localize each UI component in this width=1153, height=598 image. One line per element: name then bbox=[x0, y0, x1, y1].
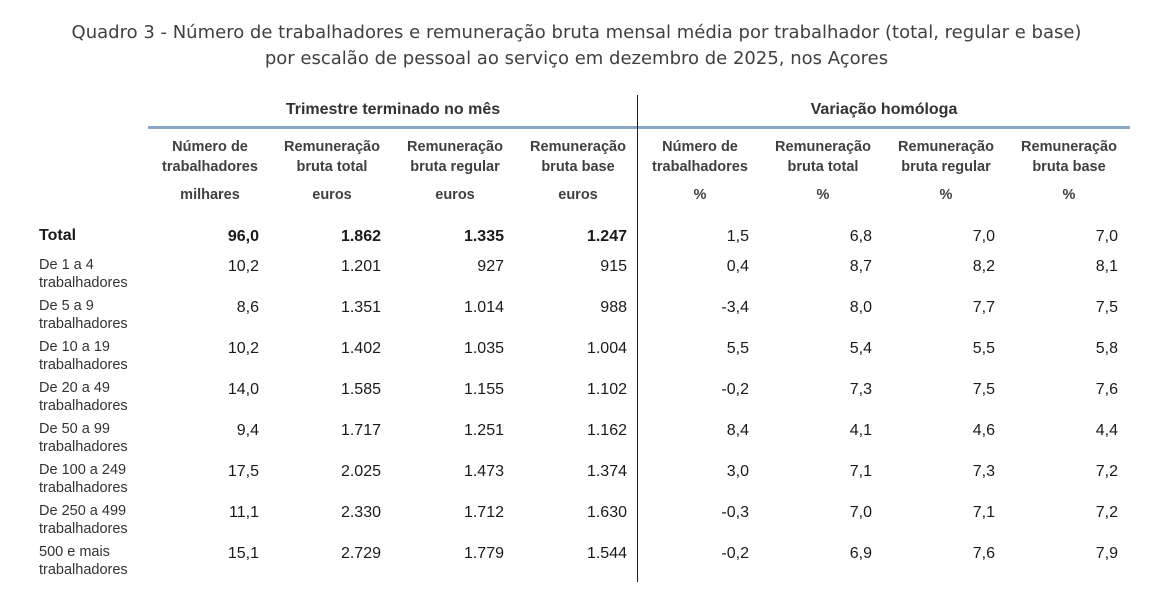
table-cell: 8,2 bbox=[972, 258, 995, 275]
row-label-line-2: trabalhadores bbox=[39, 275, 128, 291]
row-label-line-1: De 1 a 4 bbox=[39, 257, 94, 273]
table-cell: -0,3 bbox=[721, 504, 749, 521]
table-cell: 9,4 bbox=[236, 422, 259, 439]
column-header-line-2: bruta total bbox=[787, 159, 859, 175]
row-label-line-1: Total bbox=[39, 227, 77, 244]
table-cell: 7,1 bbox=[972, 504, 995, 521]
table-cell: 7,7 bbox=[972, 299, 995, 316]
table-cell: 1,5 bbox=[726, 228, 749, 245]
table-cell: 915 bbox=[600, 258, 627, 275]
column-unit: euros bbox=[558, 187, 598, 203]
row-label bbox=[39, 543, 128, 579]
table-cell: 1.717 bbox=[340, 422, 381, 439]
row-label-line-1: De 10 a 19 bbox=[39, 339, 110, 355]
row-label bbox=[39, 297, 128, 333]
table-cell: 6,9 bbox=[849, 545, 872, 562]
row-label-line-2: trabalhadores bbox=[39, 316, 128, 332]
row-label bbox=[39, 379, 128, 415]
row-label bbox=[39, 502, 128, 538]
column-header-line-1: Remuneração bbox=[775, 139, 871, 155]
group-header-trimestre: Trimestre terminado no mês bbox=[285, 101, 501, 118]
table-cell: 4,1 bbox=[849, 422, 872, 439]
table-cell: 11,1 bbox=[229, 504, 259, 521]
column-header-line-2: trabalhadores bbox=[162, 159, 258, 175]
row-label bbox=[39, 461, 128, 497]
column-unit: euros bbox=[435, 187, 475, 203]
table-cell: 1.544 bbox=[586, 545, 627, 562]
table-cell: 96,0 bbox=[227, 228, 259, 245]
table-cell: 4,6 bbox=[972, 422, 995, 439]
column-header-3 bbox=[398, 137, 512, 205]
row-label bbox=[39, 338, 128, 374]
row-label-line-1: De 250 a 499 bbox=[39, 503, 127, 519]
table-cell: -0,2 bbox=[721, 545, 749, 562]
table-cell: -3,4 bbox=[721, 299, 749, 316]
table-cell: 7,9 bbox=[1095, 545, 1118, 562]
table-cell: 8,0 bbox=[849, 299, 872, 316]
table-cell: 7,0 bbox=[972, 228, 995, 245]
column-unit: euros bbox=[312, 187, 352, 203]
table-cell: 14,0 bbox=[227, 381, 259, 398]
row-label bbox=[39, 256, 128, 292]
column-header-line-1: Número de bbox=[172, 139, 248, 155]
table-cell: 1.247 bbox=[586, 228, 627, 245]
table-cell: 5,5 bbox=[726, 340, 749, 357]
table-cell: 7,6 bbox=[1095, 381, 1118, 398]
row-label-line-2: trabalhadores bbox=[39, 398, 128, 414]
table-cell: 8,6 bbox=[236, 299, 259, 316]
column-header-line-2: bruta regular bbox=[901, 159, 991, 175]
column-header-line-1: Número de bbox=[662, 139, 738, 155]
row-label-line-2: trabalhadores bbox=[39, 357, 128, 373]
table-cell: 4,4 bbox=[1095, 422, 1118, 439]
table-cell: 7,6 bbox=[972, 545, 995, 562]
table-cell: 927 bbox=[477, 258, 504, 275]
column-header-7 bbox=[889, 137, 1003, 205]
table-cell: 1.374 bbox=[586, 463, 627, 480]
table-cell: -0,2 bbox=[721, 381, 749, 398]
table-cell: 6,8 bbox=[849, 228, 872, 245]
group-divider bbox=[637, 95, 638, 582]
column-header-line-1: Remuneração bbox=[407, 139, 503, 155]
table-cell: 15,1 bbox=[227, 545, 259, 562]
row-label-line-2: trabalhadores bbox=[39, 562, 128, 578]
row-label-line-1: De 100 a 249 bbox=[39, 462, 127, 478]
table-cell: 1.014 bbox=[463, 299, 504, 316]
title-line-2: por escalão de pessoal ao serviço em dezembro de 2025, nos Açores bbox=[264, 48, 889, 69]
table-cell: 17,5 bbox=[227, 463, 259, 480]
table-cell: 1.335 bbox=[463, 228, 504, 245]
table-cell: 7,2 bbox=[1095, 504, 1118, 521]
table-title bbox=[0, 20, 1153, 72]
row-label-line-1: De 5 a 9 bbox=[39, 298, 94, 314]
column-unit: % bbox=[939, 187, 953, 203]
table-cell: 7,0 bbox=[849, 504, 872, 521]
table-cell: 1.102 bbox=[586, 381, 627, 398]
row-label-line-2: trabalhadores bbox=[39, 439, 128, 455]
column-unit: milhares bbox=[180, 187, 240, 203]
table-cell: 7,1 bbox=[849, 463, 872, 480]
row-label-line-1: 500 e mais bbox=[39, 544, 110, 560]
table-cell: 1.351 bbox=[340, 299, 381, 316]
column-header-line-1: Remuneração bbox=[530, 139, 626, 155]
title-line-1: Quadro 3 - Número de trabalhadores e remuneração bruta mensal média por trabalhador (total, regular e base) bbox=[71, 22, 1082, 43]
column-header-line-1: Remuneração bbox=[284, 139, 380, 155]
row-label-total bbox=[39, 227, 76, 245]
table-cell: 8,7 bbox=[849, 258, 872, 275]
table-cell: 7,2 bbox=[1095, 463, 1118, 480]
table-cell: 7,0 bbox=[1095, 228, 1118, 245]
column-header-1 bbox=[153, 137, 267, 205]
column-header-5 bbox=[643, 137, 757, 205]
row-label-line-2: trabalhadores bbox=[39, 521, 128, 537]
table-cell: 1.035 bbox=[463, 340, 504, 357]
table-cell: 5,8 bbox=[1095, 340, 1118, 357]
table-cell: 1.004 bbox=[586, 340, 627, 357]
table-cell: 0,4 bbox=[726, 258, 749, 275]
table-cell: 1.201 bbox=[340, 258, 381, 275]
table-cell: 2.729 bbox=[340, 545, 381, 562]
column-header-8 bbox=[1012, 137, 1126, 205]
table-cell: 1.585 bbox=[340, 381, 381, 398]
table-cell: 1.162 bbox=[586, 422, 627, 439]
table-cell: 10,2 bbox=[227, 258, 259, 275]
row-label bbox=[39, 420, 128, 456]
column-header-line-2: bruta total bbox=[296, 159, 368, 175]
table-cell: 1.155 bbox=[463, 381, 504, 398]
column-header-line-2: bruta regular bbox=[410, 159, 500, 175]
column-header-6 bbox=[766, 137, 880, 205]
table-cell: 2.330 bbox=[340, 504, 381, 521]
table-cell: 8,4 bbox=[726, 422, 749, 439]
column-unit: % bbox=[1062, 187, 1076, 203]
column-header-line-2: trabalhadores bbox=[652, 159, 748, 175]
column-header-line-1: Remuneração bbox=[898, 139, 994, 155]
table-cell: 1.862 bbox=[340, 228, 381, 245]
table-cell: 1.779 bbox=[463, 545, 504, 562]
table-cell: 5,5 bbox=[972, 340, 995, 357]
row-label-line-2: trabalhadores bbox=[39, 480, 128, 496]
table-cell: 1.402 bbox=[340, 340, 381, 357]
table-cell: 988 bbox=[600, 299, 627, 316]
column-unit: % bbox=[816, 187, 830, 203]
column-unit: % bbox=[693, 187, 707, 203]
group-header-variacao: Variação homóloga bbox=[810, 101, 958, 118]
table-cell: 1.251 bbox=[463, 422, 504, 439]
table-cell: 1.712 bbox=[463, 504, 504, 521]
table-cell: 5,4 bbox=[849, 340, 872, 357]
column-header-line-2: bruta base bbox=[1032, 159, 1106, 175]
row-label-line-1: De 50 a 99 bbox=[39, 421, 110, 437]
table-cell: 7,5 bbox=[972, 381, 995, 398]
table-cell: 7,3 bbox=[849, 381, 872, 398]
table-cell: 1.630 bbox=[586, 504, 627, 521]
column-header-4 bbox=[521, 137, 635, 205]
table-cell: 2.025 bbox=[340, 463, 381, 480]
table-cell: 7,3 bbox=[972, 463, 995, 480]
column-header-2 bbox=[275, 137, 389, 205]
table-cell: 3,0 bbox=[726, 463, 749, 480]
table-cell: 1.473 bbox=[463, 463, 504, 480]
header-rule bbox=[148, 126, 1130, 129]
table-cell: 10,2 bbox=[227, 340, 259, 357]
column-header-line-1: Remuneração bbox=[1021, 139, 1117, 155]
column-header-line-2: bruta base bbox=[541, 159, 615, 175]
table-cell: 7,5 bbox=[1095, 299, 1118, 316]
row-label-line-1: De 20 a 49 bbox=[39, 380, 110, 396]
table-cell: 8,1 bbox=[1095, 258, 1118, 275]
